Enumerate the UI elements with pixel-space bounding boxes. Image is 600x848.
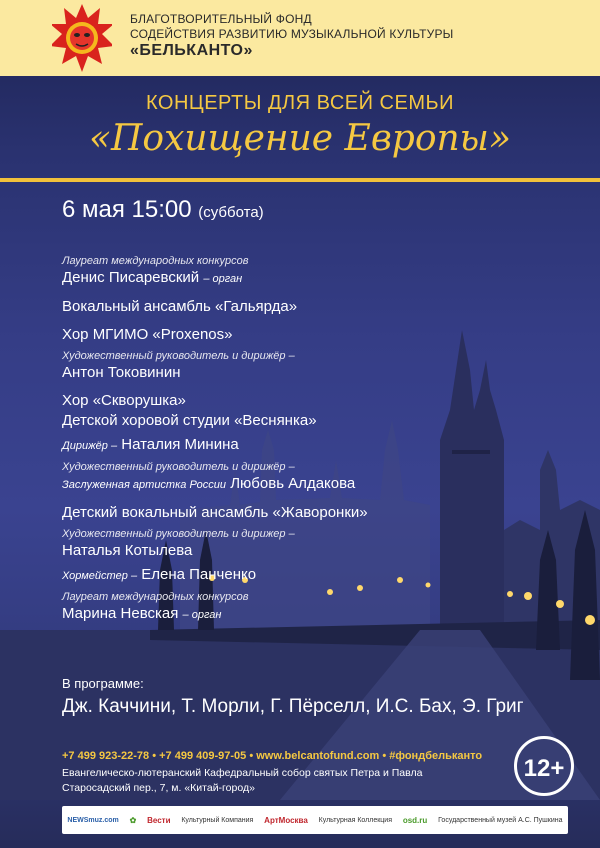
sponsor-logo-strip: [62, 806, 568, 834]
concert-date: [62, 196, 264, 224]
performer-caption: Художественный руководитель и дирижер –: [62, 528, 295, 540]
sponsor-logo: Культурный Компания: [181, 816, 254, 824]
age-rating-badge: 12+: [514, 736, 574, 796]
concert-title: «Похищение Европы»: [88, 118, 512, 159]
fund-line-1: БЛАГОТВОРИТЕЛЬНЫЙ ФОНД: [130, 12, 312, 26]
performer-line: Хормейстер – Елена Панченко: [62, 566, 257, 583]
venue-name: Евангелическо-лютеранский Кафедральный собор святых Петра и Павла: [62, 767, 423, 779]
sponsor-logo-icon: ✿: [129, 815, 137, 825]
program-label: В программе:: [62, 676, 144, 691]
performer-prefix: Заслуженная артистка России: [62, 479, 227, 491]
contact-line[interactable]: +7 499 923-22-78 • +7 499 409-97-05 • www.belcantofund.com • #фондбельканто: [62, 750, 483, 762]
date-weekday: (суббота): [198, 204, 264, 221]
performer-name: Хор МГИМО «Proxenos»: [62, 326, 233, 343]
performer-caption: Лауреат международных конкурсов: [62, 591, 249, 603]
performer-caption: Лауреат международных конкурсов: [62, 255, 249, 267]
performer-role: – орган: [182, 609, 222, 621]
performer-line: Дирижёр – Наталия Минина: [62, 436, 239, 453]
belcanto-sun-logo-icon: [52, 2, 112, 72]
venue-address: Старосадский пер., 7, м. «Китай-город»: [62, 782, 255, 794]
performer-name: Детской хоровой студии «Веснянка»: [62, 412, 317, 429]
performer-caption: Художественный руководитель и дирижёр –: [62, 461, 295, 473]
performer-name: Денис Писаревский – орган: [62, 269, 243, 286]
sponsor-logo: АртМосква: [264, 815, 308, 825]
performer-name: Детский вокальный ансамбль «Жаворонки»: [62, 504, 368, 521]
sponsor-logo: NEWSmuz.com: [67, 816, 119, 824]
performer-name: Антон Токовинин: [62, 364, 181, 381]
performer-prefix: Хормейстер –: [62, 570, 138, 582]
performer-list: [62, 254, 522, 625]
performer-prefix: Дирижёр –: [62, 440, 118, 452]
program-composers: Дж. Каччини, Т. Морли, Г. Пёрселл, И.С. Бах, Э. Григ: [62, 696, 524, 717]
performer-line: Заслуженная артистка России Любовь Алдакова: [62, 475, 356, 492]
fund-line-2: СОДЕЙСТВИЯ РАЗВИТИЮ МУЗЫКАЛЬНОЙ КУЛЬТУРЫ: [130, 27, 454, 41]
fund-header: [0, 0, 600, 76]
sponsor-logo: Вести: [147, 815, 171, 825]
sponsor-logo: Культурная Коллекция: [318, 816, 392, 824]
performer-name: Вокальный ансамбль «Гальярда»: [62, 298, 298, 315]
performer-name: Наталья Котылева: [62, 542, 193, 559]
sponsor-logo: osd.ru: [402, 815, 428, 825]
fund-name: «БЕЛЬКАНТО»: [130, 42, 253, 59]
series-title: КОНЦЕРТЫ ДЛЯ ВСЕЙ СЕМЬИ: [146, 92, 454, 114]
performer-name: Хор «Скворушка»: [62, 392, 186, 409]
date-time: 6 мая 15:00: [62, 196, 192, 223]
performer-name: Марина Невская – орган: [62, 605, 222, 622]
performer-caption: Художественный руководитель и дирижёр –: [62, 350, 295, 362]
performer-role: – орган: [203, 273, 243, 285]
sponsor-logo: Государственный музей А.С. Пушкина: [438, 816, 563, 824]
gold-divider: [0, 178, 600, 182]
